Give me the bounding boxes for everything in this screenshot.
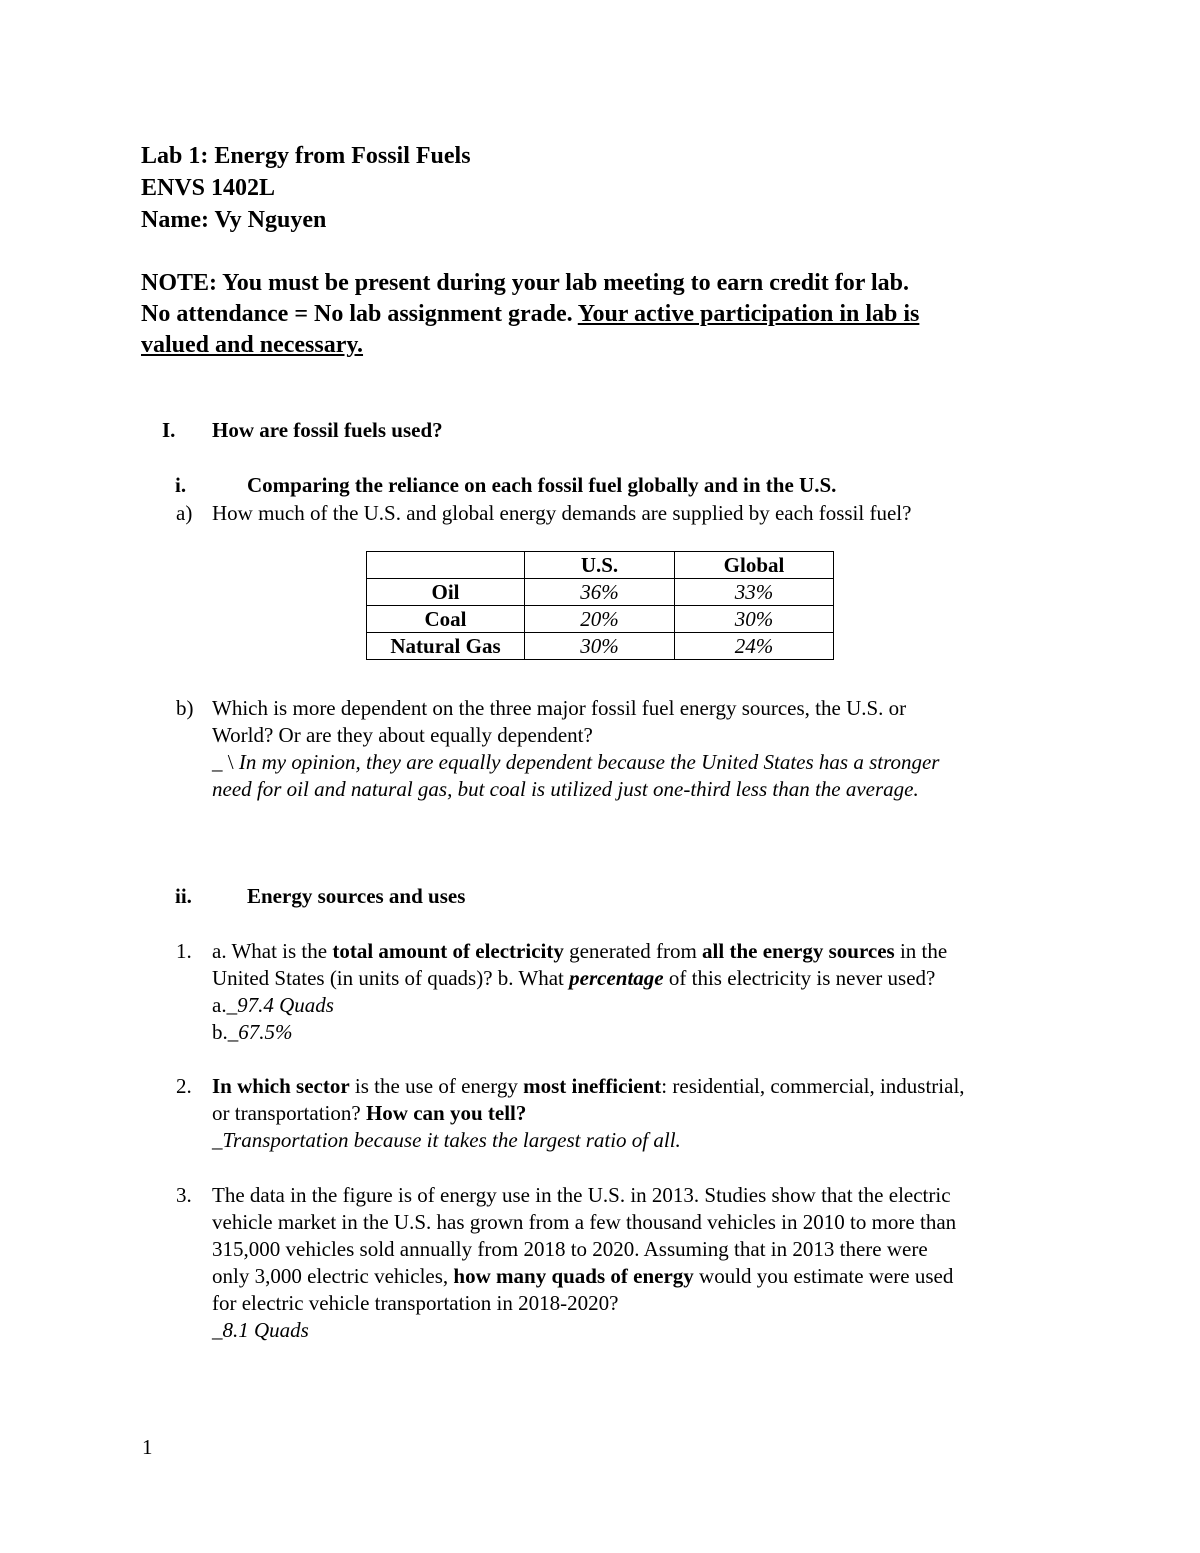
question-3-number: 3. <box>176 1183 192 1207</box>
fossil-fuel-table <box>366 551 834 660</box>
q3-text: only 3,000 electric vehicles, <box>212 1264 454 1288</box>
answer-1b-value: 67.5% <box>238 1020 293 1044</box>
answer-3: _8.1 Quads <box>212 1318 309 1342</box>
table-header-us: U.S. <box>525 552 675 579</box>
question-2-number: 2. <box>176 1074 192 1098</box>
section-1-numeral: I. <box>162 418 176 442</box>
q1-text: of this electricity is never used? <box>663 966 936 990</box>
q1-bold-total: total amount of electricity <box>332 939 564 963</box>
q1-text: a. What is the <box>212 939 333 963</box>
question-1-line-2 <box>212 966 935 991</box>
question-3-line-4 <box>212 1264 953 1289</box>
answer-b-text-1: In my opinion, they are equally dependent because the United States has a stronger <box>238 750 940 774</box>
us-value: 36% <box>525 579 675 606</box>
q2-text: : residential, commercial, industrial, <box>661 1074 965 1098</box>
q2-text: or transportation? <box>212 1101 366 1125</box>
question-3-line-1: The data in the figure is of energy use in the U.S. in 2013. Studies show that the electric <box>212 1183 951 1207</box>
answer-1a-label: a._ <box>212 993 238 1017</box>
answer-1a-value: 97.4 Quads <box>237 993 334 1017</box>
question-b-line-2: World? Or are they about equally dependent? <box>212 723 593 747</box>
question-a-label: a) <box>176 501 193 525</box>
global-value: 30% <box>675 606 834 633</box>
course-code: ENVS 1402L <box>141 175 276 201</box>
q1-bold-sources: all the energy sources <box>702 939 895 963</box>
answer-b-prefix: _ \ <box>212 750 239 774</box>
fuel-name: Oil <box>367 579 525 606</box>
table-row <box>367 579 834 606</box>
note-attendance: No attendance = No lab assignment grade. <box>141 301 578 327</box>
q1-bold-percentage: percentage <box>569 966 664 990</box>
answer-b-line-1 <box>212 750 939 775</box>
answer-1a <box>212 993 334 1018</box>
question-3-line-3: 315,000 vehicles sold annually from 2018 to 2020. Assuming that in 2013 there were <box>212 1237 928 1261</box>
answer-1b-label: b._ <box>212 1020 239 1044</box>
subsection-ii-numeral: ii. <box>175 884 192 908</box>
us-value: 20% <box>525 606 675 633</box>
q2-text: is the use of energy <box>349 1074 524 1098</box>
table-row <box>367 633 834 660</box>
q2-bold-inefficient: most inefficient <box>523 1074 662 1098</box>
section-1-title: How are fossil fuels used? <box>212 418 443 442</box>
q2-bold-sector: In which sector <box>212 1074 350 1098</box>
question-b-line-1: Which is more dependent on the three major fossil fuel energy sources, the U.S. or <box>212 696 907 720</box>
question-1-number: 1. <box>176 939 192 963</box>
table-row <box>367 606 834 633</box>
question-b-label: b) <box>176 696 194 720</box>
us-value: 30% <box>525 633 675 660</box>
q1-text: in the <box>894 939 948 963</box>
q3-text: would you estimate were used <box>693 1264 954 1288</box>
q2-bold-tell: How can you tell? <box>365 1101 527 1125</box>
note-line-2 <box>141 301 919 328</box>
answer-1b <box>212 1020 293 1045</box>
question-2-line-1 <box>212 1074 965 1099</box>
note-line-3: valued and necessary. <box>141 332 364 358</box>
subsection-i-numeral: i. <box>175 473 187 497</box>
global-value: 24% <box>675 633 834 660</box>
q3-bold-quads: how many quads of energy <box>453 1264 694 1288</box>
note-line-1: NOTE: You must be present during your lab meeting to earn credit for lab. <box>141 270 910 296</box>
subsection-ii-title: Energy sources and uses <box>247 884 466 908</box>
question-2-line-2 <box>212 1101 526 1126</box>
page-number: 1 <box>142 1435 153 1459</box>
question-1-line-1 <box>212 939 947 964</box>
answer-2: _Transportation because it takes the largest ratio of all. <box>212 1128 681 1152</box>
subsection-i-title: Comparing the reliance on each fossil fuel globally and in the U.S. <box>247 473 837 497</box>
question-a-text: How much of the U.S. and global energy demands are supplied by each fossil fuel? <box>212 501 912 525</box>
fuel-name: Coal <box>367 606 525 633</box>
answer-b-line-2: need for oil and natural gas, but coal is utilized just one-third less than the average. <box>212 777 919 801</box>
table-header-row <box>367 552 834 579</box>
note-participation: Your active participation in lab is <box>577 301 920 327</box>
table-header-corner <box>367 552 525 579</box>
question-3-line-5: for electric vehicle transportation in 2018-2020? <box>212 1291 619 1315</box>
table-header-global: Global <box>675 552 834 579</box>
question-3-line-2: vehicle market in the U.S. has grown from a few thousand vehicles in 2010 to more than <box>212 1210 957 1234</box>
fuel-name: Natural Gas <box>367 633 525 660</box>
global-value: 33% <box>675 579 834 606</box>
q1-text: United States (in units of quads)? b. What <box>212 966 570 990</box>
student-name: Name: Vy Nguyen <box>141 207 327 233</box>
doc-title: Lab 1: Energy from Fossil Fuels <box>141 143 471 169</box>
q1-text: generated from <box>563 939 703 963</box>
